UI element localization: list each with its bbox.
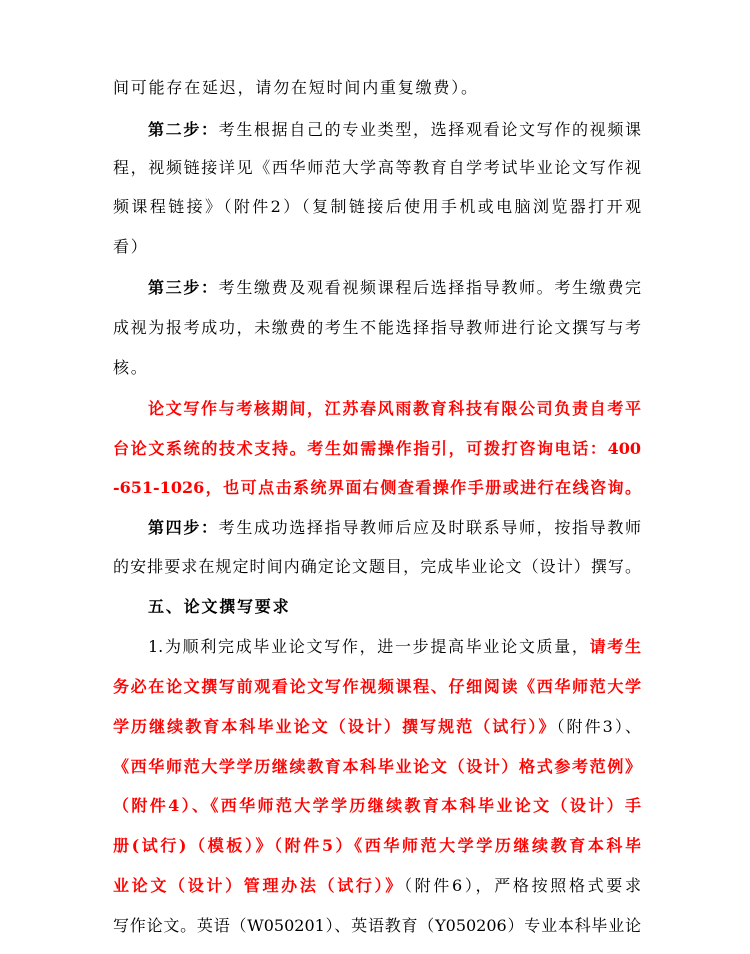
text-line [113, 316, 641, 340]
text-run: 频课程链接》（附件2）（复制链接后使用手机或电脑浏览器打开观 [113, 197, 641, 216]
text-run: 间可能存在延迟，请勿在短时间内重复缴费）。 [113, 78, 479, 97]
text-run: 程，视频链接详见《西华师范大学高等教育自学考试毕业论文写作视 [113, 158, 641, 177]
text-line [113, 914, 641, 938]
text-line [113, 794, 641, 818]
emphasis-text: -651-1026，也可点击系统界面右侧查看操作手册或进行在线咨询。 [113, 478, 641, 497]
text-run: 成视为报考成功，未缴费的考生不能选择指导教师进行论文撰写与考 [113, 318, 641, 337]
text-run: 的安排要求在规定时间内确定论文题目，完成毕业论文（设计）撰写。 [113, 557, 641, 576]
section-heading-text: 五、论文撰写要求 [148, 597, 291, 616]
text-run: 考生成功选择指导教师后应及时联系导师，按指导教师 [218, 518, 641, 537]
step-three-label: 第三步： [148, 278, 219, 297]
emphasis-text: 请考生 [589, 637, 641, 656]
text-run: （附件6），严格按照格式要求 [403, 876, 641, 895]
text-line [113, 437, 641, 461]
text-line [148, 635, 641, 659]
text-run: 考生缴费及观看视频课程后选择指导教师。考生缴费完 [218, 278, 641, 297]
text-line [113, 356, 641, 380]
step-four-label: 第四步： [148, 518, 219, 537]
text-line [148, 397, 641, 421]
text-line [113, 476, 641, 500]
text-line [113, 675, 641, 699]
emphasis-text: 《西华师范大学学历继续教育本科毕业论文（设计）格式参考范例》 [113, 757, 641, 776]
text-run: 写作论文。英语（W050201）、英语教育（Y050206）专业本科毕业论 [113, 916, 641, 935]
text-line [113, 76, 641, 100]
text-line [148, 276, 641, 300]
text-line [113, 195, 641, 219]
text-line [113, 755, 641, 779]
text-line [148, 516, 641, 540]
emphasis-text: 业论文（设计）管理办法（试行）》 [113, 876, 404, 895]
text-run: 考生根据自己的专业类型，选择观看论文写作的视频课 [218, 120, 641, 139]
emphasis-text: 台论文系统的技术支持。考生如需操作指引，可拨打咨询电话：400 [113, 439, 641, 458]
step-two-label: 第二步： [148, 120, 219, 139]
text-run: （附件3）、 [556, 717, 641, 736]
text-run: 1.为顺利完成毕业论文写作，进一步提高毕业论文质量， [148, 637, 590, 656]
section-heading [148, 595, 641, 619]
emphasis-text: 学历继续教育本科毕业论文（设计）撰写规范（试行）》 [113, 717, 557, 736]
text-line [113, 555, 641, 579]
text-line [113, 874, 641, 898]
emphasis-text: 务必在论文撰写前观看论文写作视频课程、仔细阅读《西华师范大学 [113, 677, 641, 696]
emphasis-text: 册(试行)（模板）》（附件5）《西华师范大学学历继续教育本科毕 [113, 836, 641, 855]
text-run: 核。 [113, 358, 149, 377]
text-line [113, 235, 641, 259]
text-line [148, 118, 641, 142]
emphasis-text: 论文写作与考核期间，江苏春风雨教育科技有限公司负责自考平 [148, 399, 641, 418]
emphasis-text: （附件4）、《西华师范大学学历继续教育本科毕业论文（设计）手 [113, 796, 641, 815]
text-line [113, 156, 641, 180]
text-line [113, 715, 641, 739]
text-run: 看） [113, 237, 149, 256]
text-line [113, 834, 641, 858]
